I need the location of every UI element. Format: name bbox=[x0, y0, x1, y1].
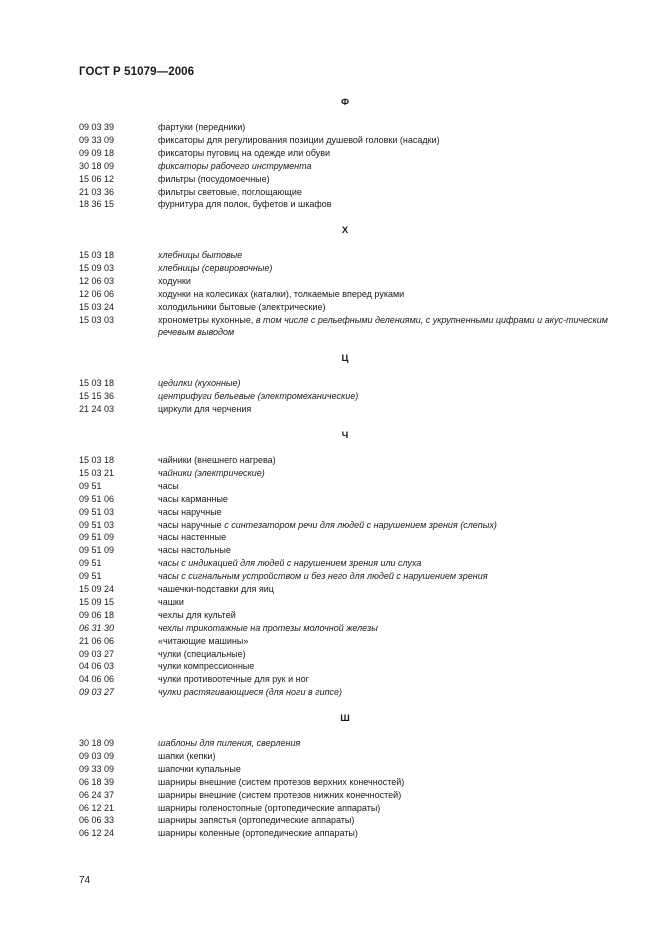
entry-text-part: чашки bbox=[158, 596, 184, 607]
entry-code: 30 18 09 bbox=[79, 738, 115, 748]
section-letter: Ф bbox=[340, 97, 350, 108]
entry-text bbox=[158, 288, 613, 301]
section-letter: Х bbox=[341, 225, 349, 236]
entry-text bbox=[158, 827, 613, 840]
entry-text bbox=[158, 660, 613, 673]
entry-text-part: шарниры внешние (систем протезов нижних конечностей) bbox=[158, 789, 402, 800]
entry-code: 09 03 27 bbox=[79, 687, 115, 698]
entry-text-part: с синтезатором речи для людей с нарушением зрения (слепых) bbox=[224, 519, 497, 530]
entry-text-part: центрифуги бельевые (электромеханические) bbox=[158, 390, 359, 401]
entry-text bbox=[158, 377, 613, 390]
entry-text bbox=[158, 814, 613, 827]
entry-text-part: цедилки (кухонные) bbox=[158, 378, 241, 388]
entry-text-part: чашечки-подставки для яиц bbox=[158, 584, 274, 594]
entry-code: 09 03 09 bbox=[79, 750, 115, 761]
entry-text bbox=[158, 635, 613, 648]
entry-text-part: часы наручные bbox=[158, 519, 225, 530]
entry-code: 15 03 24 bbox=[79, 301, 115, 312]
entry-text-part: чулки компрессионные bbox=[158, 661, 255, 672]
entry-code: 15 09 03 bbox=[79, 262, 115, 273]
entry-text bbox=[158, 314, 613, 340]
entry-code: 15 03 18 bbox=[79, 455, 115, 465]
entry-code: 21 03 36 bbox=[79, 186, 115, 197]
entry-text bbox=[158, 160, 613, 173]
section-letter: Ц bbox=[341, 353, 349, 364]
entry-text-part: ходунки bbox=[158, 275, 191, 286]
entry-text bbox=[158, 198, 613, 211]
entry-code: 12 06 06 bbox=[79, 288, 115, 299]
entry-code: 15 03 03 bbox=[79, 314, 115, 325]
entry-text-part: фурнитура для полок, буфетов и шкафов bbox=[158, 199, 332, 210]
entry-text-part: «читающие машины» bbox=[158, 635, 249, 646]
entry-text-part: хронометры кухонные, bbox=[158, 314, 256, 325]
entry-text-part: фартуки (передники) bbox=[158, 122, 246, 132]
entry-text-part: чехлы трикотажные на протезы молочной железы bbox=[158, 622, 378, 633]
entry-code: 09 51 09 bbox=[79, 532, 115, 543]
entry-code: 18 36 15 bbox=[79, 199, 115, 210]
entry-text-part: фильтры световые, поглощающие bbox=[158, 186, 302, 197]
entry-text-part: шапки (кепки) bbox=[158, 750, 216, 761]
entry-text-part: шапочки купальные bbox=[158, 763, 241, 774]
entry-text bbox=[158, 686, 613, 699]
entry-text-part: шарниры внешние (систем протезов верхних конечностей) bbox=[158, 776, 405, 787]
document-title: ГОСТ Р 51079—2006 bbox=[79, 66, 195, 78]
entry-text bbox=[158, 570, 613, 583]
entry-code: 09 51 bbox=[79, 480, 102, 491]
entry-code: 09 51 bbox=[79, 571, 102, 582]
entry-code: 15 09 24 bbox=[79, 584, 115, 594]
entry-text bbox=[158, 596, 613, 609]
entry-code: 09 06 18 bbox=[79, 609, 115, 620]
entry-text-part: часы с индикацией для людей с нарушением зрения или слуха bbox=[158, 558, 422, 569]
entry-text bbox=[158, 789, 613, 802]
entry-code: 09 51 06 bbox=[79, 493, 115, 504]
entry-text-part: шарниры коленные (ортопедические аппараты) bbox=[158, 828, 358, 839]
entry-text bbox=[158, 186, 613, 199]
entry-code: 09 51 bbox=[79, 558, 102, 569]
entry-text bbox=[158, 403, 613, 416]
entry-text bbox=[158, 121, 613, 134]
entry-text bbox=[158, 519, 613, 532]
entry-text-part: шарниры запястья (ортопедические аппараты) bbox=[158, 815, 355, 826]
entry-code: 21 06 06 bbox=[79, 635, 115, 646]
entry-text-part: фиксаторы рабочего инструмента bbox=[158, 160, 312, 171]
entry-code: 04 06 03 bbox=[79, 661, 115, 672]
entry-text bbox=[158, 147, 613, 160]
entry-text bbox=[158, 301, 613, 314]
entry-text-part: шарниры голеностопные (ортопедические аппараты) bbox=[158, 802, 381, 813]
entry-text-part: фиксаторы для регулирования позиции душевой головки (насадки) bbox=[158, 134, 440, 145]
entry-code: 15 03 21 bbox=[79, 467, 115, 478]
entry-code: 09 51 09 bbox=[79, 545, 115, 556]
entry-text-part: холодильники бытовые (электрические) bbox=[158, 301, 326, 312]
entry-text-part: в том числе с рельефными делениями, с укрупненными цифрами и акус-тическим речевым выводом bbox=[158, 314, 608, 338]
entry-text-part: часы настенные bbox=[158, 532, 227, 543]
entry-text bbox=[158, 506, 613, 519]
entry-text bbox=[158, 609, 613, 622]
entry-code: 12 06 03 bbox=[79, 275, 115, 286]
entry-text-part: часы карманные bbox=[158, 493, 228, 504]
entry-code: 06 12 21 bbox=[79, 802, 115, 813]
entry-text bbox=[158, 802, 613, 815]
entry-text bbox=[158, 776, 613, 789]
entry-text bbox=[158, 750, 613, 763]
entry-text-part: часы настольные bbox=[158, 545, 231, 556]
section-letter: Ч bbox=[341, 430, 349, 441]
entry-text-part: циркули для черчения bbox=[158, 403, 252, 414]
entry-text bbox=[158, 557, 613, 570]
entry-text-part: хлебницы бытовые bbox=[158, 250, 243, 260]
entry-text-part: часы наручные bbox=[158, 506, 222, 517]
page-number: 74 bbox=[79, 875, 91, 886]
entry-text bbox=[158, 493, 613, 506]
entry-code: 09 33 09 bbox=[79, 134, 115, 145]
entry-code: 21 24 03 bbox=[79, 403, 115, 414]
entry-text-part: фильтры (посудомоечные) bbox=[158, 173, 270, 184]
entry-text bbox=[158, 467, 613, 480]
entry-text bbox=[158, 134, 613, 147]
entry-code: 06 12 24 bbox=[79, 828, 115, 839]
entry-text bbox=[158, 737, 613, 750]
entry-text-part: чулки растягивающиеся (для ноги в гипсе) bbox=[158, 687, 343, 698]
entry-text bbox=[158, 648, 613, 661]
entry-code: 30 18 09 bbox=[79, 160, 115, 171]
entry-text bbox=[158, 531, 613, 544]
entry-text-part: чулки противоотечные для рук и ног bbox=[158, 674, 309, 685]
entry-text-part: чайники (внешнего нагрева) bbox=[158, 455, 276, 465]
entry-text bbox=[158, 673, 613, 686]
entry-code: 09 03 27 bbox=[79, 648, 115, 659]
entry-code: 06 18 39 bbox=[79, 776, 115, 787]
entry-text-part: шаблоны для пиления, сверления bbox=[158, 738, 301, 748]
entry-text-part: часы с сигнальным устройством и без него для людей с нарушением зрения bbox=[158, 571, 488, 582]
entry-text-part: чайники (электрические) bbox=[158, 467, 265, 478]
entry-code: 15 15 36 bbox=[79, 390, 115, 401]
entry-code: 06 06 33 bbox=[79, 815, 115, 826]
entry-text bbox=[158, 173, 613, 186]
entry-code: 09 51 03 bbox=[79, 519, 115, 530]
entry-text-part: ходунки на колесиках (каталки), толкаемые вперед руками bbox=[158, 288, 405, 299]
entry-code: 09 03 39 bbox=[79, 122, 115, 132]
entry-code: 09 09 18 bbox=[79, 147, 115, 158]
entry-text bbox=[158, 454, 613, 467]
entry-code: 06 24 37 bbox=[79, 789, 115, 800]
entry-text bbox=[158, 262, 613, 275]
entry-code: 15 06 12 bbox=[79, 173, 115, 184]
entry-text bbox=[158, 275, 613, 288]
entry-text bbox=[158, 622, 613, 635]
entry-text bbox=[158, 480, 613, 493]
entry-text bbox=[158, 249, 613, 262]
entry-text-part: фиксаторы пуговиц на одежде или обуви bbox=[158, 147, 331, 158]
entry-code: 15 03 18 bbox=[79, 250, 115, 260]
entry-text bbox=[158, 583, 613, 596]
entry-text-part: чулки (специальные) bbox=[158, 648, 246, 659]
entry-code: 04 06 06 bbox=[79, 674, 115, 685]
entry-code: 15 03 18 bbox=[79, 378, 115, 388]
entry-text-part: часы bbox=[158, 480, 179, 491]
entry-text bbox=[158, 390, 613, 403]
entry-text-part: чехлы для культей bbox=[158, 609, 236, 620]
entry-text-part: хлебницы (сервировочные) bbox=[158, 262, 273, 273]
entry-code: 09 33 09 bbox=[79, 763, 115, 774]
entry-code: 15 09 15 bbox=[79, 596, 115, 607]
section-letter: Ш bbox=[340, 713, 350, 724]
entry-code: 09 51 03 bbox=[79, 506, 115, 517]
entry-text bbox=[158, 763, 613, 776]
entry-text bbox=[158, 544, 613, 557]
entry-code: 06 31 30 bbox=[79, 622, 115, 633]
